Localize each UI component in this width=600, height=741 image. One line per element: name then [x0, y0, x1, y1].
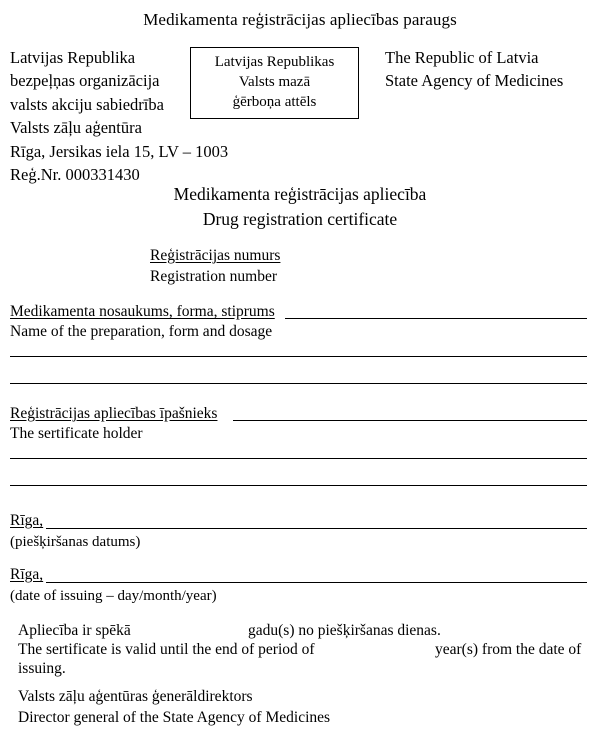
preparation-label-lv: Medikamenta nosaukums, forma, stiprums	[10, 303, 275, 320]
emblem-line-1: Latvijas Republikas	[214, 54, 335, 71]
issuer-line-1: Latvijas Republika	[10, 48, 136, 67]
validity-row-lv	[18, 620, 593, 639]
emblem-line-2: Valsts mazā	[238, 74, 311, 91]
issuer-address-line: Rīga, Jersikas iela 15, LV – 1003	[10, 141, 229, 161]
certificate-heading-lv: Medikamenta reģistrācijas apliecība	[173, 184, 427, 204]
validity-row-en	[18, 639, 593, 658]
certificate-heading	[0, 182, 600, 232]
granting-city-label: Rīga,	[10, 512, 44, 529]
page-title: Medikamenta reģistrācijas apliecības paraugs	[143, 10, 457, 29]
coat-of-arms-placeholder-box	[190, 47, 359, 119]
registration-number-label-lv: Reģistrācijas numurs	[150, 247, 281, 264]
holder-label-en: The sertificate holder	[10, 425, 143, 443]
validity-lv-suffix: gadu(s) no piešķiršanas dienas.	[248, 622, 441, 639]
issuer-english-line-2: State Agency of Medicines	[385, 71, 564, 91]
validity-en-tail: issuing.	[18, 660, 66, 677]
validity-lv-prefix: Apliecība ir spēkā	[18, 622, 131, 639]
certificate-heading-en: Drug registration certificate	[202, 208, 398, 229]
issuer-line-3: valsts akciju sabiedrība	[10, 94, 164, 114]
issuer-english-line-1: The Republic of Latvia	[385, 48, 539, 67]
registration-number-label-en: Registration number	[150, 267, 277, 285]
issuing-date-caption: (date of issuing – day/month/year)	[10, 588, 217, 604]
issuer-english-block	[385, 46, 563, 93]
validity-en-prefix: The sertificate is valid until the end of period of	[18, 641, 315, 658]
issuing-city-label: Rīga,	[10, 566, 44, 583]
emblem-line-3: ģērboņa attēls	[232, 93, 317, 110]
granting-date-write-line[interactable]	[46, 528, 587, 529]
validity-en-suffix: year(s) from the date of	[435, 641, 582, 658]
holder-field-label	[10, 404, 217, 445]
preparation-write-line-2[interactable]	[10, 356, 587, 357]
holder-write-line-1[interactable]	[233, 420, 587, 421]
granting-date-caption: (piešķiršanas datums)	[10, 534, 141, 550]
issuer-line-4: Valsts zāļu aģentūra	[10, 118, 142, 138]
validity-paragraph	[18, 620, 593, 679]
preparation-write-line-1[interactable]	[285, 318, 587, 319]
issuing-date-write-line[interactable]	[46, 582, 587, 583]
signature-title-en: Director general of the State Agency of Medicines	[18, 709, 331, 727]
holder-label-lv: Reģistrācijas apliecības īpašnieks	[10, 405, 218, 422]
holder-write-line-2[interactable]	[10, 458, 587, 459]
preparation-field-label	[10, 302, 275, 343]
signature-block	[18, 686, 330, 728]
registration-number-block	[150, 246, 280, 288]
issuer-registration-number: Reģ.Nr. 000331430	[10, 165, 140, 185]
signature-title-lv: Valsts zāļu aģentūras ģenerāldirektors	[18, 688, 253, 705]
issuer-line-2: bezpeļņas organizācija	[10, 71, 160, 91]
preparation-write-line-3[interactable]	[10, 383, 587, 384]
holder-write-line-3[interactable]	[10, 485, 587, 486]
preparation-label-en: Name of the preparation, form and dosage	[10, 323, 273, 341]
